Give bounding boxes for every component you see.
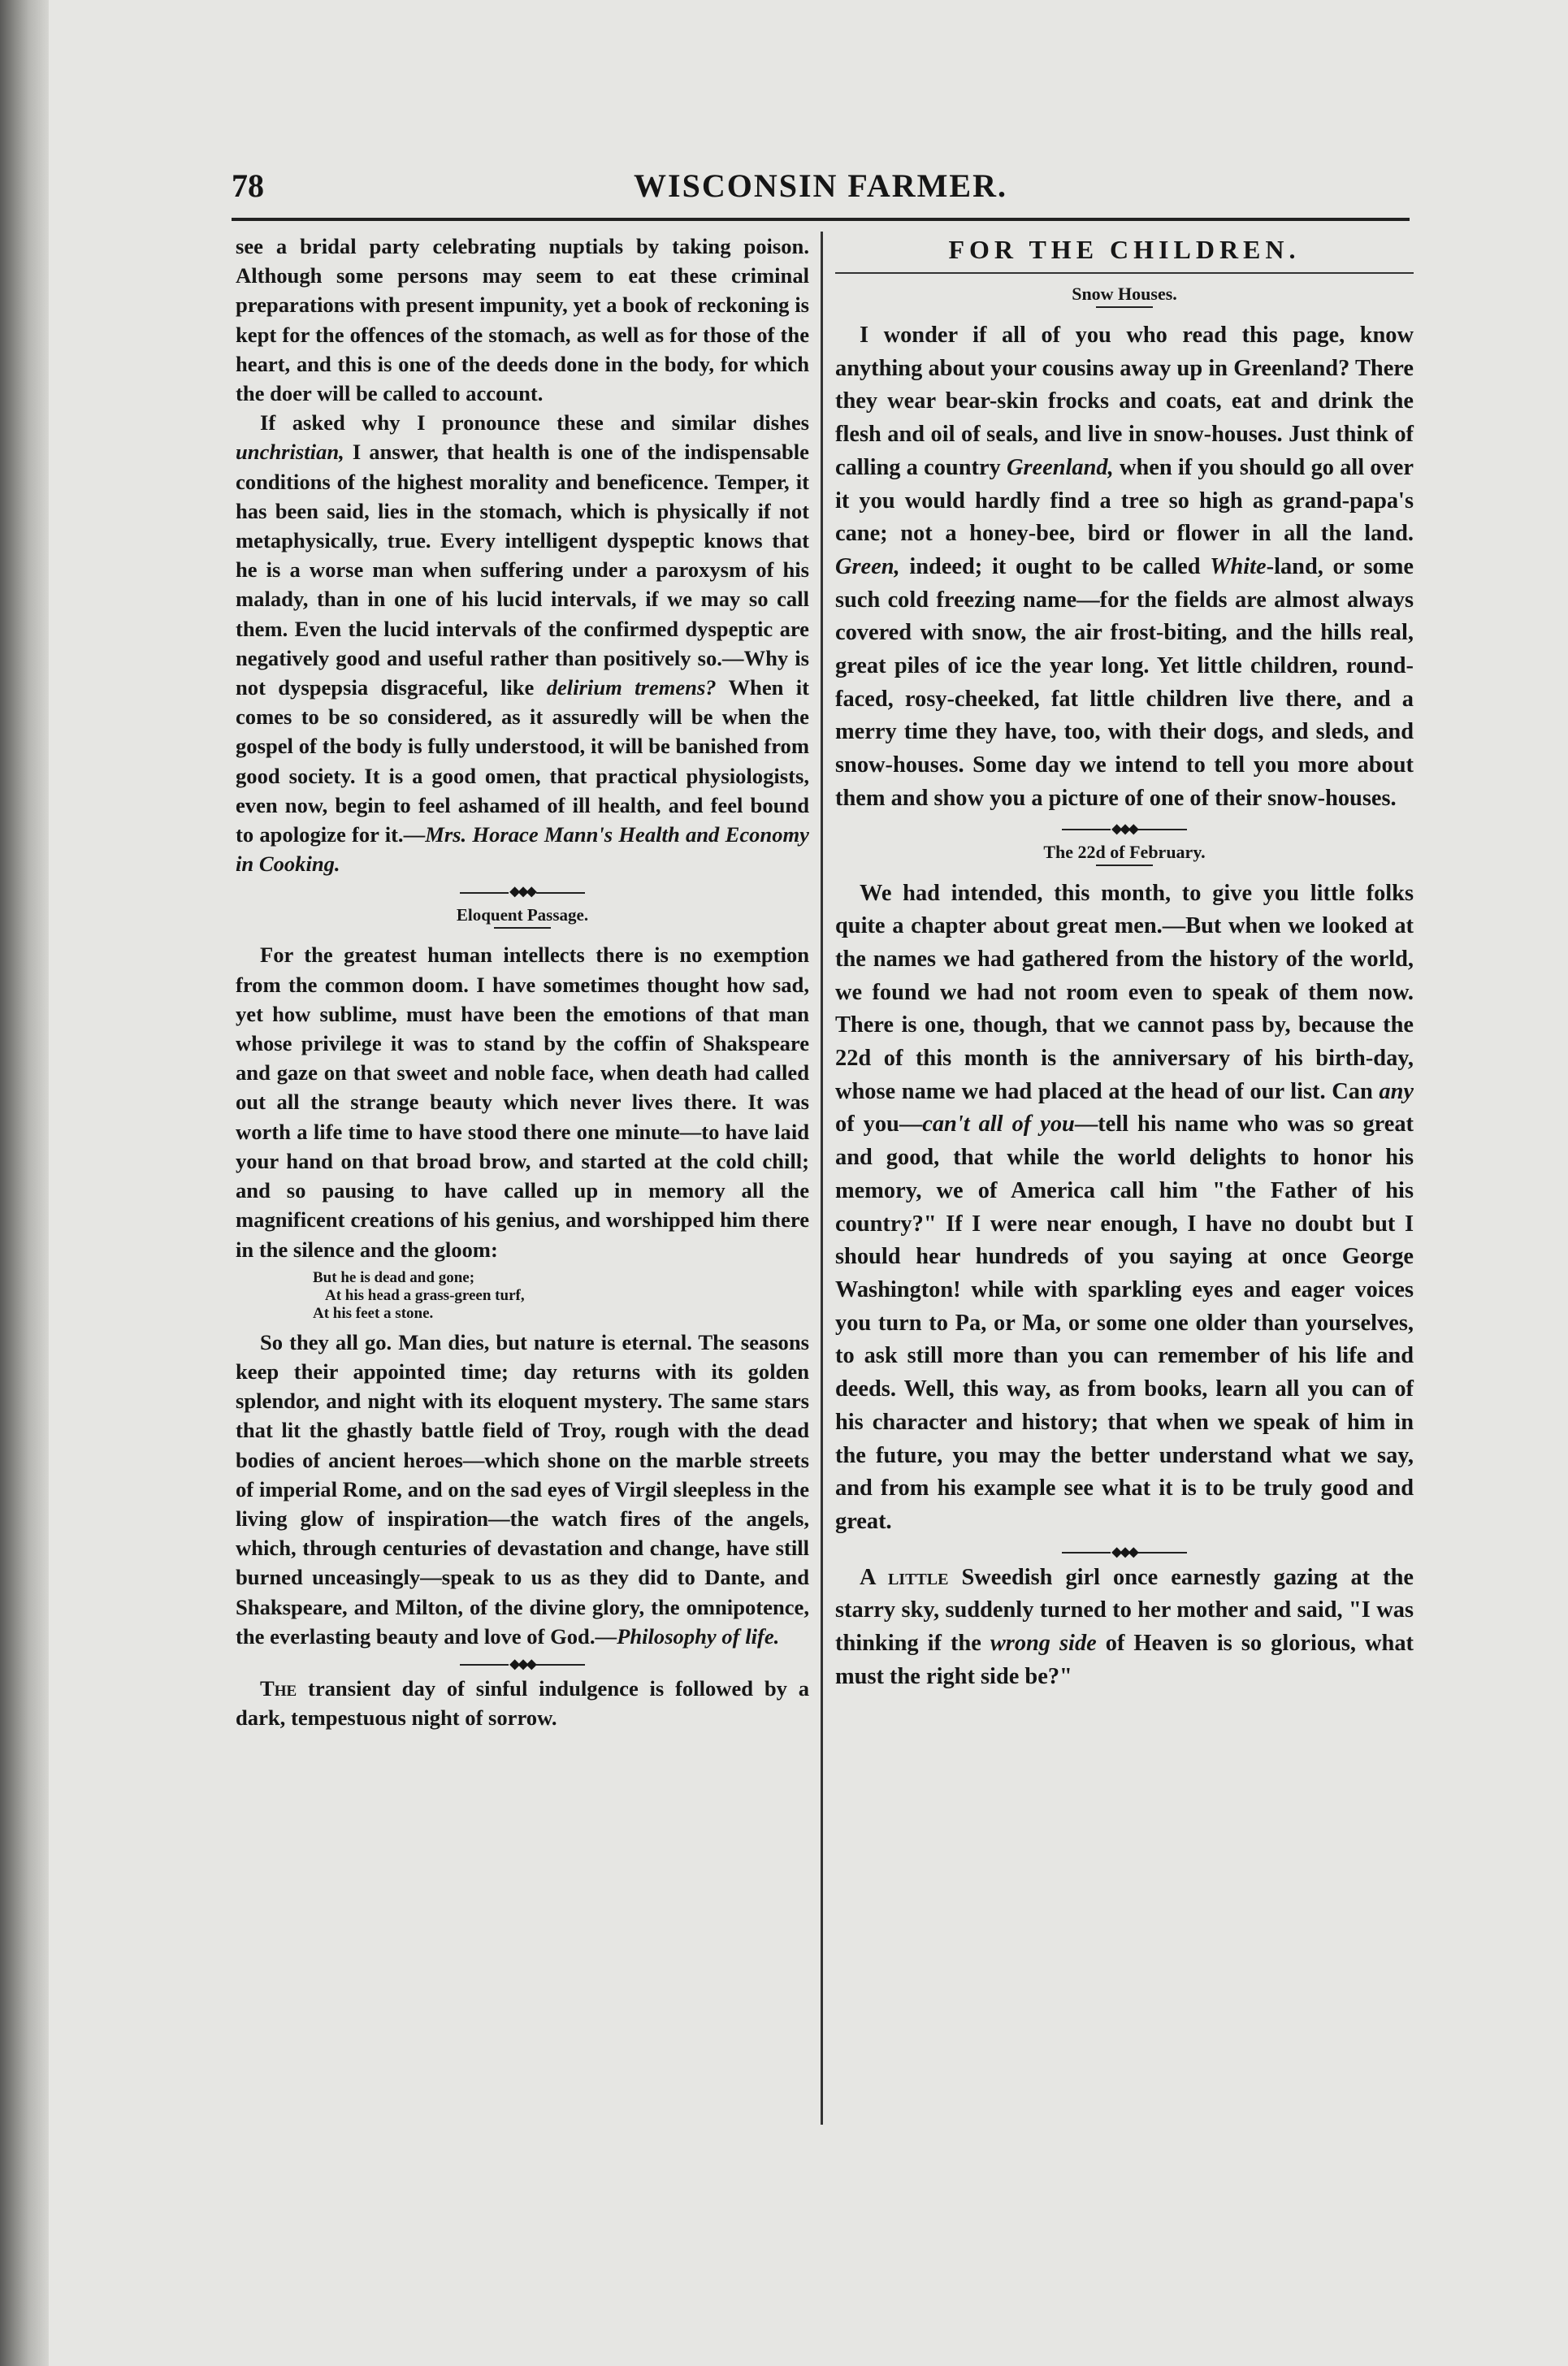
right-column <box>835 232 1414 1693</box>
section-ornament: ◆◆◆ <box>835 1547 1414 1558</box>
eloquent-paragraph-2 <box>236 1328 809 1651</box>
poem-line: At his feet a stone. <box>313 1304 434 1322</box>
closing-paragraph <box>236 1674 809 1732</box>
emphasis: White <box>1210 553 1267 579</box>
text-run: —tell his name who was so great and good, that while the world delights to honor his memory, we of America call him "the Father of his country?" If I were near enough, I have no doubt but I should hear hundreds of you saying at once George Washington! while with sparkling eyes and eager voices you turn to Pa, or Ma, or some one older than yourselves, to ask still more than you can remember of his life and deeds. Well, this way, as from books, learn all you can of his character and history; that when we speak of him in the future, you may the better understand what we say, and from his example see what it is to be truly good and great. <box>835 1112 1414 1534</box>
title-underline <box>1096 306 1153 308</box>
text-run: I wonder if all of you who read this page, know anything about your cousins away up in Greenland? There they wear bear-skin frocks and coats, eat and drink the flesh and oil of seals, and live in snow-houses. Just think of calling a country <box>835 323 1414 480</box>
section-ornament: ◆◆◆ <box>835 824 1414 835</box>
page-header <box>232 167 1410 223</box>
text-run: Sweedish girl once earnestly gazing at the starry sky, suddenly turned to her mother and said, "I was thinking if the <box>835 1564 1414 1657</box>
snow-houses-paragraph <box>835 319 1414 816</box>
poem-line: At his head a grass-green turf, <box>325 1286 525 1304</box>
emphasis: delirium tremens? <box>546 675 717 700</box>
text-run: when if you should go all over it you would hardly find a tree so high as grand-papa's cane; not a honey-bee, bird or flower in all the land. <box>835 454 1414 547</box>
source-credit: Mrs. Horace Mann's Health and Economy in Cooking. <box>236 822 809 877</box>
text-run: of you— <box>835 1112 923 1138</box>
emphasis: Green, <box>835 553 900 579</box>
header-rule <box>232 218 1410 221</box>
text-run: I answer, that health is one of the indispensable conditions of the highest morality and beneficence. Temper, it has been said, lies in the stomach, which is physically if not metaphysically, true. Every intelligent dyspeptic knows that he is a worse man when suffering under a paroxysm of his malady, than in one of his lucid intervals, if we may so call them. Even the lucid intervals of the confirmed dyspeptic are negatively good and useful rather than positively so.—Why is not dyspepsia disgraceful, like <box>236 440 809 700</box>
emphasis: any <box>1379 1078 1414 1104</box>
section-heading: FOR THE CHILDREN. <box>948 235 1301 264</box>
eloquent-paragraph-1: For the greatest human intellects there is no exemption from the common doom. I have sometimes thought how sad, yet how sublime, must have been the emotions of that man whose privilege it was to stand by the coffin of Shakspeare and gaze on that sweet and noble face, when death had called out all the strange beauty which never lives there. It was worth a life time to have stood there one minute—to have laid your hand on that broad brow, and started at the cold chill; and so pausing to have called up in memory all the magnificent creations of his genius, and worshipped him there in the silence and the gloom: <box>236 942 809 1262</box>
snow-houses-title: Snow Houses. <box>1072 284 1177 304</box>
section-ornament: ◆◆◆ <box>236 1659 809 1670</box>
text-run: -land, or some such cold freezing name—for the fields are almost always covered with snow, the air frost-biting, and the hills real, great piles of ice the year long. Yet little children, round-faced, rosy-cheeked, fat little children live there, and a merry time they have, too, with their dogs, and sleds, and snow-houses. Some day we intend to tell you more about them and show you a picture of one of their snow-houses. <box>835 553 1414 811</box>
section-ornament: ◆◆◆ <box>236 886 809 898</box>
text-run: indeed; it ought to be called <box>899 553 1211 579</box>
emphasis: can't all of you <box>922 1112 1075 1138</box>
unchristian-paragraph <box>236 408 809 878</box>
february-title: The 22d of February. <box>1043 841 1206 862</box>
text-run: When it comes to be so considered, as it assuredly will be when the gospel of the body is fully understood, it will be banished from good society. It is a good omen, that practical physiologists, even now, begin to feel ashamed of ill health, and feel bound to apologize for it.— <box>236 675 809 847</box>
text-run: transient day of sinful indulgence is followed by a dark, tempestuous night of sorrow. <box>236 1675 809 1731</box>
text-run: So they all go. Man dies, but nature is eternal. The seasons keep their appointed time; day returns with its golden splendor, and night with its eloquent mystery. The same stars that lit the ghastly battle field of Troy, rough with the dead bodies of ancient heroes—which shone on the marble streets of imperial Rome, and on the sad eyes of Virgil sleepless in the living glow of inspiration—the watch fires of the angels, which, through centuries of devastation and change, have still burned unceasingly—speak to us as they did to Dante, and Shakspeare, and Milton, of the divine glory, the omnipotence, the everlasting beauty and love of God.— <box>236 1329 809 1649</box>
text-run: If asked why I pronounce these and similar dishes <box>260 410 809 436</box>
running-title: WISCONSIN FARMER. <box>634 167 1007 204</box>
text-run: We had intended, this month, to give you little folks quite a chapter about great men.—But when we looked at the names we had gathered from the history of the world, we found we had not room even to speak of them now. There is one, though, that we cannot pass by, because the 22d of this month is the anniversary of his birth-day, whose name we had placed at the head of our list. Can <box>835 880 1414 1104</box>
poem-quote <box>313 1269 809 1323</box>
emphasis: Greenland, <box>1006 454 1114 480</box>
book-binding-edge <box>0 0 49 2366</box>
lead-word: The <box>260 1675 297 1701</box>
source-credit: Philosophy of life. <box>617 1623 780 1649</box>
section-rule <box>835 272 1414 274</box>
eloquent-passage-title: Eloquent Passage. <box>456 905 589 925</box>
swedish-girl-paragraph <box>835 1562 1414 1694</box>
title-underline <box>494 927 551 929</box>
page-number: 78 <box>232 167 264 204</box>
title-underline <box>1096 864 1153 866</box>
poem-line: But he is dead and gone; <box>313 1268 475 1286</box>
february-paragraph <box>835 878 1414 1539</box>
text-run: of Heaven is so glorious, what must the right side be?" <box>835 1631 1414 1689</box>
emphasis: unchristian, <box>236 440 344 465</box>
opening-paragraph: see a bridal party celebrating nuptials by taking poison. Although some persons may seem to eat these criminal preparations with present impunity, yet a book of reckoning is kept for the offences of the stomach, as well as for those of the heart, and this is one of the deeds done in the body, for which the doer will be called to account. <box>236 234 809 406</box>
column-divider <box>821 232 823 2125</box>
lead-word: A little <box>860 1564 949 1590</box>
emphasis: wrong side <box>990 1631 1097 1657</box>
left-column <box>236 232 809 1732</box>
